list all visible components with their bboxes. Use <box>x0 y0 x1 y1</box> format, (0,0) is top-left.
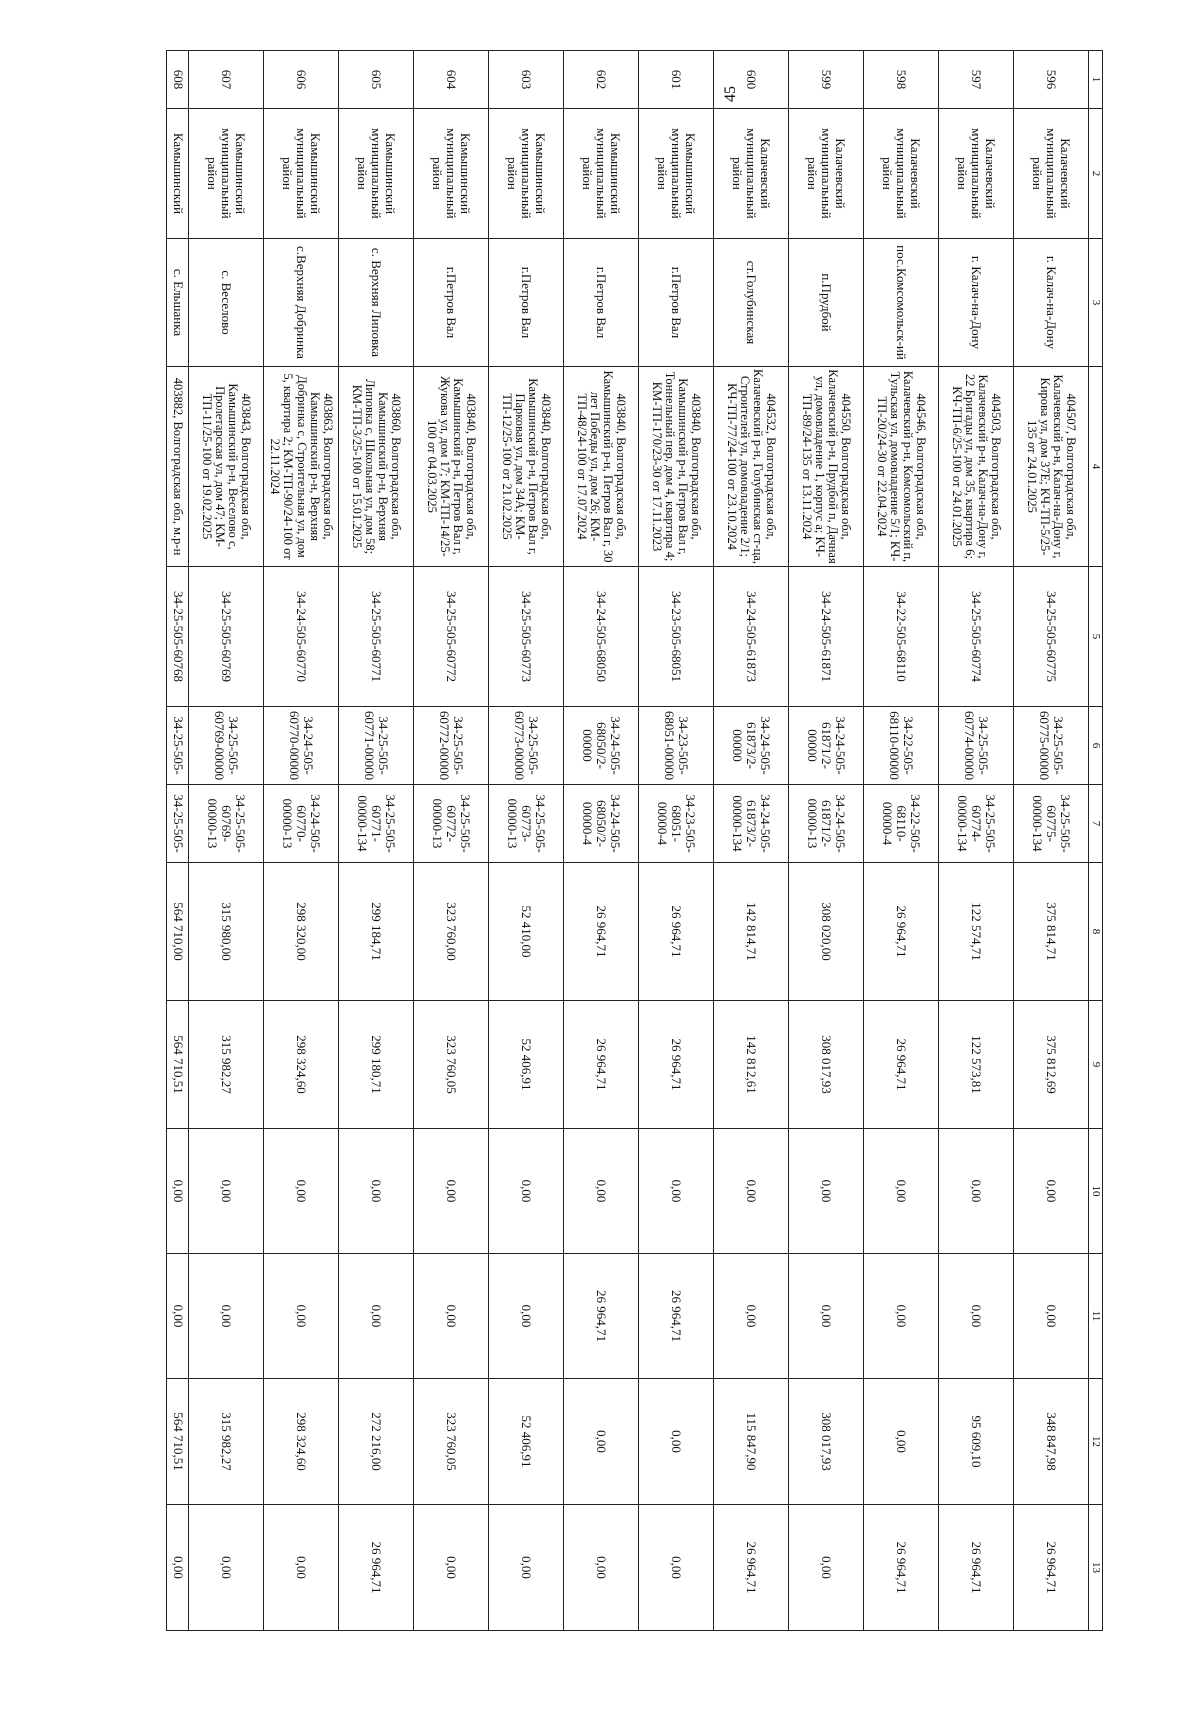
amount-cell: 26 964,71 <box>639 1001 714 1129</box>
amount-cell: 26 964,71 <box>864 863 939 1001</box>
column-header: 5 <box>1089 567 1103 707</box>
amount-cell: 95 609,10 <box>939 1379 1014 1505</box>
object-code-cell: 34-24-505-68050/2-00000 <box>564 707 639 785</box>
cadastral-code-cell: 34-25-505-60773 <box>489 567 564 707</box>
table-body <box>167 51 1089 1631</box>
cadastral-code-cell: 34-24-505-68050 <box>564 567 639 707</box>
header-row <box>1089 51 1103 1631</box>
amount-cell: 0,00 <box>714 1254 789 1379</box>
district-cell: Камышинский муниципальный район <box>264 109 339 239</box>
amount-cell: 142 812,61 <box>714 1001 789 1129</box>
amount-cell: 26 964,71 <box>864 1001 939 1129</box>
amount-cell: 26 964,71 <box>864 1505 939 1631</box>
object-subcode-cell: 34-24-505-61873/2-00000-134 <box>714 785 789 863</box>
amount-cell: 26 964,71 <box>564 1001 639 1129</box>
address-cell: 404503, Волгоградская обл, Калачевский р-н, Калач-на-Дону г, 22 Бригады ул, дом 35, квартира 6; КЧ-ТП-6/25-100 от 24.01.2025 <box>939 367 1014 567</box>
table-row <box>639 51 714 1631</box>
table-row <box>167 51 189 1631</box>
rotated-table-wrapper <box>118 50 1103 1630</box>
object-subcode-cell: 34-25-505-60772-00000-13 <box>414 785 489 863</box>
locality-cell: с. Ельшанка <box>167 239 189 367</box>
locality-cell: с. Верхняя Липовка <box>339 239 414 367</box>
amount-cell: 564 710,51 <box>167 1379 189 1505</box>
object-subcode-cell: 34-25-505-60775-00000-134 <box>1014 785 1089 863</box>
column-header: 9 <box>1089 1001 1103 1129</box>
amount-cell: 0,00 <box>339 1254 414 1379</box>
amount-cell: 323 760,05 <box>414 1379 489 1505</box>
column-header: 11 <box>1089 1254 1103 1379</box>
row-number: 604 <box>414 51 489 109</box>
district-cell: Калачевский муниципальный район <box>864 109 939 239</box>
address-cell: 404532, Волгоградская обл, Калачевский р-н, Голубинская ст-ца, Строителей ул, домовладение 2/1; КЧ-ТП-77/24-100 от 23.10.2024 <box>714 367 789 567</box>
table-row <box>1014 51 1089 1631</box>
district-cell: Камышинский <box>167 109 189 239</box>
district-cell: Калачевский муниципальный район <box>714 109 789 239</box>
object-subcode-cell: 34-25-505-60771-00000-134 <box>339 785 414 863</box>
amount-cell: 299 184,71 <box>339 863 414 1001</box>
locality-cell: пос.Комсомольск-ий <box>864 239 939 367</box>
amount-cell: 26 964,71 <box>1014 1505 1089 1631</box>
locality-cell: г.Петров Вал <box>639 239 714 367</box>
amount-cell: 0,00 <box>864 1254 939 1379</box>
amount-cell: 348 847,98 <box>1014 1379 1089 1505</box>
address-cell: 403860, Волгоградская обл, Камышинский р-н, Верхняя Липовка с, Школьная ул, дом 58; КМ-ТП-3/25-100 от 15.01.2025 <box>339 367 414 567</box>
cadastral-code-cell: 34-24-505-60770 <box>264 567 339 707</box>
amount-cell: 0,00 <box>167 1129 189 1254</box>
amount-cell: 0,00 <box>167 1254 189 1379</box>
amount-cell: 0,00 <box>189 1254 264 1379</box>
table-row <box>714 51 789 1631</box>
amount-cell: 26 964,71 <box>639 863 714 1001</box>
row-number: 608 <box>167 51 189 109</box>
page-number-text: 45 <box>722 86 739 102</box>
locality-cell: г. Калач-на-Дону <box>1014 239 1089 367</box>
table-row <box>489 51 564 1631</box>
object-code-cell: 34-22-505-68110-00000 <box>864 707 939 785</box>
amount-cell: 0,00 <box>414 1505 489 1631</box>
row-number: 601 <box>639 51 714 109</box>
column-header: 12 <box>1089 1379 1103 1505</box>
amount-cell: 0,00 <box>564 1379 639 1505</box>
object-subcode-cell: 34-23-505-68051-00000-4 <box>639 785 714 863</box>
address-cell: 403840, Волгоградская обл, Камышинский р-н, Петров Вал г, Жукова ул, дом 17; КМ-ТП-14/25-100 от 04.03.2025 <box>414 367 489 567</box>
object-code-cell: 34-24-505-61873/2-00000 <box>714 707 789 785</box>
amount-cell: 0,00 <box>414 1254 489 1379</box>
object-code-cell: 34-24-505-60770-00000 <box>264 707 339 785</box>
cadastral-code-cell: 34-23-505-68051 <box>639 567 714 707</box>
cadastral-code-cell: 34-25-505-60769 <box>189 567 264 707</box>
amount-cell: 0,00 <box>789 1505 864 1631</box>
amount-cell: 122 574,71 <box>939 863 1014 1001</box>
amount-cell: 315 982,27 <box>189 1001 264 1129</box>
amount-cell: 0,00 <box>864 1379 939 1505</box>
amount-cell: 0,00 <box>489 1505 564 1631</box>
amount-cell: 298 324,60 <box>264 1379 339 1505</box>
row-number: 596 <box>1014 51 1089 109</box>
locality-cell: с.Верхняя Добринка <box>264 239 339 367</box>
table-row <box>564 51 639 1631</box>
address-cell: 403863, Волгоградская обл, Камышинский р-н, Верхняя Добринка с, Строительная ул, дом 5, квартира 2; КМ-ТП-90/24-100 от 22.11.2024 <box>264 367 339 567</box>
object-subcode-cell: 34-22-505-68110-00000-4 <box>864 785 939 863</box>
cadastral-code-cell: 34-25-505-60774 <box>939 567 1014 707</box>
table-row <box>789 51 864 1631</box>
object-code-cell: 34-25-505-60772-00000 <box>414 707 489 785</box>
cadastral-code-cell: 34-22-505-68110 <box>864 567 939 707</box>
amount-cell: 0,00 <box>339 1129 414 1254</box>
amount-cell: 26 964,71 <box>564 1254 639 1379</box>
amount-cell: 299 180,71 <box>339 1001 414 1129</box>
cadastral-code-cell: 34-25-505-60772 <box>414 567 489 707</box>
amount-cell: 26 964,71 <box>564 863 639 1001</box>
row-number: 599 <box>789 51 864 109</box>
object-code-cell: 34-25-505-60769-00000 <box>189 707 264 785</box>
address-cell: 403843, Волгоградская обл, Камышинский р-н, Веселово с, Пролетарская ул, дом 47; КМ-ТП-11/25-100 от 19.02.2025 <box>189 367 264 567</box>
district-cell: Калачевский муниципальный район <box>789 109 864 239</box>
row-number: 597 <box>939 51 1014 109</box>
amount-cell: 0,00 <box>939 1129 1014 1254</box>
district-cell: Камышинский муниципальный район <box>414 109 489 239</box>
amount-cell: 323 760,00 <box>414 863 489 1001</box>
column-header: 3 <box>1089 239 1103 367</box>
district-cell: Камышинский муниципальный район <box>489 109 564 239</box>
amount-cell: 298 324,60 <box>264 1001 339 1129</box>
address-cell: 403840, Волгоградская обл, Камышинский р-н, Петров Вал г, 30 лет Победы ул, дом 26; КМ-ТП-48/24-100 от 17.07.2024 <box>564 367 639 567</box>
amount-cell: 0,00 <box>639 1129 714 1254</box>
row-number: 598 <box>864 51 939 109</box>
amount-cell: 308 020,00 <box>789 863 864 1001</box>
amount-cell: 0,00 <box>167 1505 189 1631</box>
table-row <box>864 51 939 1631</box>
amount-cell: 0,00 <box>564 1505 639 1631</box>
amount-cell: 52 406,91 <box>489 1001 564 1129</box>
column-header: 6 <box>1089 707 1103 785</box>
amount-cell: 272 216,00 <box>339 1379 414 1505</box>
object-subcode-cell: 34-24-505-61871/2-00000-13 <box>789 785 864 863</box>
amount-cell: 115 847,90 <box>714 1379 789 1505</box>
amount-cell: 0,00 <box>264 1129 339 1254</box>
amount-cell: 308 017,93 <box>789 1001 864 1129</box>
object-subcode-cell: 34-25-505- <box>167 785 189 863</box>
row-number: 600 <box>714 51 789 109</box>
amount-cell: 26 964,71 <box>939 1505 1014 1631</box>
object-code-cell: 34-24-505-61871/2-00000 <box>789 707 864 785</box>
amount-cell: 122 573,81 <box>939 1001 1014 1129</box>
amount-cell: 0,00 <box>789 1129 864 1254</box>
column-header: 2 <box>1089 109 1103 239</box>
amount-cell: 26 964,71 <box>339 1505 414 1631</box>
object-subcode-cell: 34-24-505-60770-00000-13 <box>264 785 339 863</box>
amount-cell: 298 320,00 <box>264 863 339 1001</box>
locality-cell: п.Прудбой <box>789 239 864 367</box>
district-cell: Камышинский муниципальный район <box>339 109 414 239</box>
district-cell: Калачевский муниципальный район <box>939 109 1014 239</box>
amount-cell: 0,00 <box>489 1129 564 1254</box>
column-header: 10 <box>1089 1129 1103 1254</box>
district-cell: Калачевский муниципальный район <box>1014 109 1089 239</box>
row-number: 605 <box>339 51 414 109</box>
object-code-cell: 34-23-505-68051-00000 <box>639 707 714 785</box>
amount-cell: 0,00 <box>564 1129 639 1254</box>
locality-cell: с. Веселово <box>189 239 264 367</box>
amount-cell: 308 017,93 <box>789 1379 864 1505</box>
district-cell: Камышинский муниципальный район <box>639 109 714 239</box>
object-subcode-cell: 34-24-505-68050/2-00000-4 <box>564 785 639 863</box>
table-row <box>939 51 1014 1631</box>
column-header: 13 <box>1089 1505 1103 1631</box>
data-table <box>166 50 1103 1631</box>
table-row <box>189 51 264 1631</box>
locality-cell: г.Петров Вал <box>489 239 564 367</box>
address-cell: 404550, Волгоградская обл, Калачевский р-н, Прудбой п, Дачная ул, домовладение 1, корпус а; КЧ-ТП-89/24-135 от 13.11.2024 <box>789 367 864 567</box>
amount-cell: 375 814,71 <box>1014 863 1089 1001</box>
column-header: 8 <box>1089 863 1103 1001</box>
object-subcode-cell: 34-25-505-60769-00000-13 <box>189 785 264 863</box>
object-code-cell: 34-25-505-60774-00000 <box>939 707 1014 785</box>
amount-cell: 0,00 <box>189 1129 264 1254</box>
object-code-cell: 34-25-505-60771-00000 <box>339 707 414 785</box>
amount-cell: 52 410,00 <box>489 863 564 1001</box>
table-row <box>264 51 339 1631</box>
amount-cell: 0,00 <box>264 1505 339 1631</box>
cadastral-code-cell: 34-25-505-60771 <box>339 567 414 707</box>
table-row <box>339 51 414 1631</box>
amount-cell: 142 814,71 <box>714 863 789 1001</box>
amount-cell: 0,00 <box>639 1505 714 1631</box>
amount-cell: 315 982,27 <box>189 1379 264 1505</box>
amount-cell: 0,00 <box>639 1379 714 1505</box>
object-code-cell: 34-25-505-60775-00000 <box>1014 707 1089 785</box>
column-header: 4 <box>1089 367 1103 567</box>
amount-cell: 323 760,05 <box>414 1001 489 1129</box>
row-number: 606 <box>264 51 339 109</box>
cadastral-code-cell: 34-24-505-61871 <box>789 567 864 707</box>
cadastral-code-cell: 34-24-505-61873 <box>714 567 789 707</box>
amount-cell: 0,00 <box>1014 1254 1089 1379</box>
address-cell: 404546, Волгоградская обл, Калачевский р-н, Комсомольский п, Тульская ул, домовладение 5/1; КЧ-ТП-20/24-30 от 22.04.2024 <box>864 367 939 567</box>
amount-cell: 564 710,51 <box>167 1001 189 1129</box>
locality-cell: г. Калач-на-Дону <box>939 239 1014 367</box>
amount-cell: 564 710,00 <box>167 863 189 1001</box>
district-cell: Камышинский муниципальный район <box>564 109 639 239</box>
amount-cell: 0,00 <box>864 1129 939 1254</box>
row-number: 607 <box>189 51 264 109</box>
column-header: 7 <box>1089 785 1103 863</box>
amount-cell: 315 980,00 <box>189 863 264 1001</box>
amount-cell: 0,00 <box>414 1129 489 1254</box>
amount-cell: 375 812,69 <box>1014 1001 1089 1129</box>
district-cell: Камышинский муниципальный район <box>189 109 264 239</box>
address-cell: 404507, Волгоградская обл, Калачевский р-н, Калач-на-Дону г, Кирова ул, дом 37Е; КЧ-ТП-5/25-135 от 24.01.2025 <box>1014 367 1089 567</box>
cadastral-code-cell: 34-25-505-60768 <box>167 567 189 707</box>
locality-cell: г.Петров Вал <box>564 239 639 367</box>
amount-cell: 52 406,91 <box>489 1379 564 1505</box>
object-code-cell: 34-25-505- <box>167 707 189 785</box>
row-number: 602 <box>564 51 639 109</box>
address-cell: 403840, Волгоградская обл, Камышинский р-н, Петров Вал г, Парковая ул, дом 34А; КМ-ТП-12/25-100 от 21.02.2025 <box>489 367 564 567</box>
object-code-cell: 34-25-505-60773-00000 <box>489 707 564 785</box>
cadastral-code-cell: 34-25-505-60775 <box>1014 567 1089 707</box>
amount-cell: 0,00 <box>1014 1129 1089 1254</box>
address-cell: 403882, Волгоградская обл, м.р-н <box>167 367 189 567</box>
address-cell: 403840, Волгоградская обл, Камышинский р-н, Петров Вал г, Тоннельный пер, дом 4, квартира 4; КМ-ТП-170/23-30 от 17.11.2023 <box>639 367 714 567</box>
locality-cell: ст.Голубинская <box>714 239 789 367</box>
amount-cell: 0,00 <box>714 1129 789 1254</box>
amount-cell: 0,00 <box>264 1254 339 1379</box>
object-subcode-cell: 34-25-505-60773-00000-13 <box>489 785 564 863</box>
row-number: 603 <box>489 51 564 109</box>
table-header <box>1089 51 1103 1631</box>
column-header: 1 <box>1089 51 1103 109</box>
amount-cell: 0,00 <box>939 1254 1014 1379</box>
object-subcode-cell: 34-25-505-60774-00000-134 <box>939 785 1014 863</box>
table-row <box>414 51 489 1631</box>
amount-cell: 0,00 <box>789 1254 864 1379</box>
amount-cell: 26 964,71 <box>714 1505 789 1631</box>
locality-cell: г.Петров Вал <box>414 239 489 367</box>
amount-cell: 0,00 <box>489 1254 564 1379</box>
amount-cell: 0,00 <box>189 1505 264 1631</box>
amount-cell: 26 964,71 <box>639 1254 714 1379</box>
